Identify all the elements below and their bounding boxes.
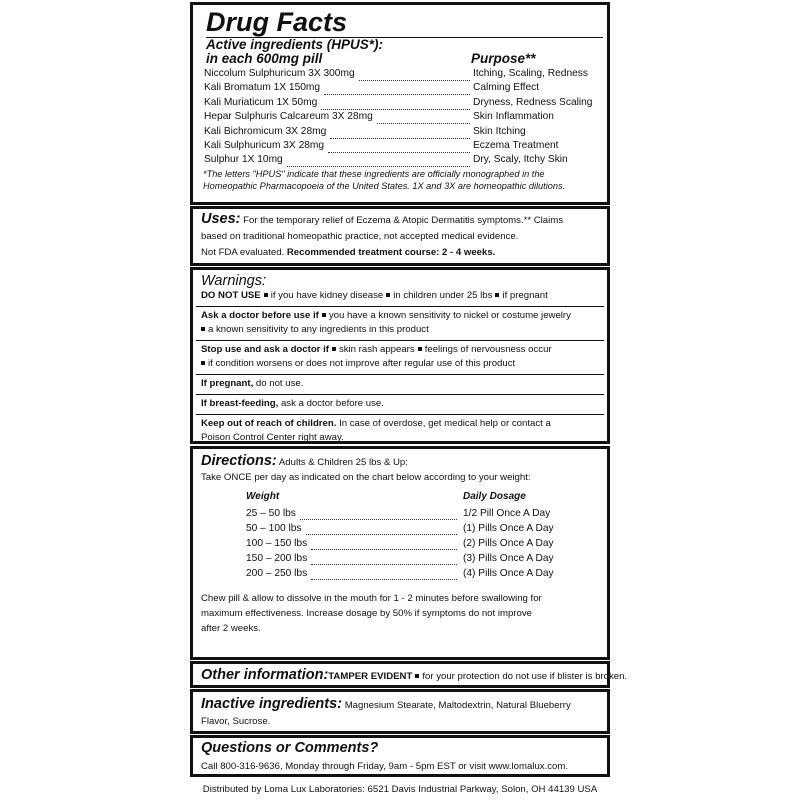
warning-item: if you have kidney disease — [270, 290, 384, 301]
stop-use-line — [201, 343, 599, 371]
footnote-line: Homeopathic Pharmacopoeia of the United States. 1X and 3X are homeopathic dilutions. — [203, 181, 566, 192]
ingredient-row — [201, 139, 599, 153]
ingredient-name: Sulphur 1X 10mg — [204, 154, 283, 166]
uses-line: For the temporary relief of Eczema & Atopic Dermatitis symptoms.** Claims — [243, 215, 564, 226]
ingredient-list — [201, 67, 599, 168]
uses-text — [201, 209, 599, 261]
ingredient-name: Kali Muriaticum 1X 50mg — [204, 96, 318, 108]
warnings-panel — [190, 267, 610, 444]
uses-line: based on traditional homeopathic practice, not accepted medical evidence. — [201, 231, 519, 242]
tamper-evident: TAMPER EVIDENT — [328, 671, 413, 682]
leader-dots — [311, 554, 457, 565]
warning-item: if condition worsens or does not improve after regular use of this product — [208, 358, 516, 369]
leader-dots — [300, 509, 457, 520]
weight-cell: 200 – 250 lbs — [246, 568, 308, 579]
weight-cell: 100 – 150 lbs — [246, 538, 308, 549]
uses-line: Not FDA evaluated. — [201, 247, 285, 258]
divider — [196, 306, 604, 307]
inactive-ingredients-panel — [190, 689, 610, 734]
inactive-line: Flavor, Sucrose. — [201, 716, 271, 727]
bullet — [322, 313, 326, 317]
dosage-table-header — [201, 491, 599, 506]
ingredient-purpose: Eczema Treatment — [473, 139, 559, 151]
directions-intro — [201, 449, 599, 485]
bullet — [418, 347, 422, 351]
directions-heading: Directions: — [201, 453, 277, 469]
inactive-ingredients-text — [201, 692, 599, 730]
dosage-cell: (1) Pills Once A Day — [463, 523, 554, 534]
warning-item: feelings of nervousness occur — [424, 344, 552, 355]
ingredient-purpose: Dryness, Redness Scaling — [473, 96, 593, 108]
dosage-cell: (2) Pills Once A Day — [463, 538, 554, 549]
bullet — [201, 361, 205, 365]
other-information-text: for your protection do not use if blister is broken. — [422, 671, 628, 682]
weight-cell: 50 – 100 lbs — [246, 523, 302, 534]
divider — [196, 340, 604, 341]
divider — [196, 394, 604, 395]
bullet — [201, 327, 205, 331]
leader-dots — [330, 128, 470, 139]
ingredient-name: Niccolum Sulphuricum 3X 300mg — [204, 68, 355, 79]
ingredient-purpose: Skin Itching — [473, 125, 526, 137]
leader-dots — [306, 524, 457, 535]
weight-cell: 150 – 200 lbs — [246, 553, 308, 564]
ingredient-name: Kali Sulphuricum 3X 28mg — [204, 139, 325, 151]
active-ingredients-heading — [201, 38, 599, 67]
active-heading-line1: Active ingredients (HPUS*): — [206, 37, 384, 52]
dosage-row — [201, 536, 599, 551]
other-information-panel — [190, 661, 628, 688]
chew-line: maximum effectiveness. Increase dosage by 50% if symptoms do not improve — [201, 608, 532, 619]
warning-item: skin rash appears — [338, 344, 415, 355]
warning-item: in children under 25 lbs — [393, 290, 493, 301]
active-ingredients-panel — [190, 2, 610, 205]
drug-facts-title: Drug Facts — [206, 5, 603, 38]
dosage-cell: 1/2 Pill Once A Day — [463, 508, 551, 519]
ingredient-purpose: Itching, Scaling, Redness — [473, 68, 588, 79]
ingredient-row — [201, 96, 599, 110]
weight-heading: Weight — [246, 491, 280, 502]
chew-line: after 2 weeks. — [201, 623, 261, 634]
distributor-footer: Distributed by Loma Lux Laboratories: 6521 Davis Industrial Parkway, Solon, OH 44139 USA — [202, 784, 598, 795]
ingredient-row — [201, 67, 599, 81]
ingredient-name: Hepar Sulphuris Calcareum 3X 28mg — [204, 111, 373, 123]
leader-dots — [328, 142, 470, 153]
bullet — [495, 293, 499, 297]
ingredient-name: Kali Bromatum 1X 150mg — [204, 82, 321, 94]
divider — [196, 374, 604, 375]
treatment-course: Recommended treatment course: 2 - 4 weeks. — [286, 247, 496, 258]
ingredient-name: Kali Bichromicum 3X 28mg — [204, 125, 327, 137]
warning-item: you have a known sensitivity to nickel or costume jewelry — [328, 310, 571, 321]
inactive-line: Magnesium Stearate, Maltodextrin, Natural Blueberry — [344, 700, 571, 711]
footnote-line: *The letters "HPUS" indicate that these ingredients are officially monographed in the — [203, 168, 545, 179]
dosage-cell: (4) Pills Once A Day — [463, 568, 554, 579]
do-not-use-line — [201, 289, 599, 303]
pregnant-label: If pregnant, — [201, 378, 254, 389]
ingredient-row — [201, 81, 599, 95]
leader-dots — [321, 99, 470, 110]
dosage-heading: Daily Dosage — [463, 491, 526, 502]
ingredient-purpose: Calming Effect — [473, 82, 540, 94]
keep-out-text: Poison Control Center right away. — [201, 432, 344, 443]
leader-dots — [324, 84, 470, 95]
active-heading-line2: in each 600mg pill — [206, 51, 323, 66]
directions-panel — [190, 446, 610, 660]
weight-cell: 25 – 50 lbs — [246, 508, 296, 519]
pregnant-line — [201, 377, 599, 391]
hpus-footnote — [201, 168, 599, 193]
uses-heading: Uses: — [201, 211, 241, 227]
stop-use-label: Stop use and ask a doctor if — [201, 344, 329, 355]
other-information-heading: Other information: — [201, 667, 329, 683]
warning-item: a known sensitivity to any ingredients in this product — [208, 324, 429, 335]
leader-dots — [311, 539, 457, 550]
do-not-use-label: DO NOT USE — [201, 290, 261, 301]
breast-feeding-label: If breast-feeding, — [201, 398, 279, 409]
purpose-heading: Purpose** — [471, 51, 536, 66]
breast-feeding-text: ask a doctor before use. — [280, 398, 384, 409]
dosage-row — [201, 566, 599, 581]
questions-panel — [190, 735, 610, 777]
bullet — [386, 293, 390, 297]
dosage-cell: (3) Pills Once A Day — [463, 553, 554, 564]
leader-dots — [287, 156, 470, 167]
keep-out-text: In case of overdose, get medical help or contact a — [339, 418, 551, 429]
uses-panel — [190, 206, 610, 266]
dosage-row — [201, 506, 599, 521]
dosage-row — [201, 521, 599, 536]
bullet — [332, 347, 336, 351]
chew-instructions — [201, 591, 599, 636]
dosage-table — [201, 506, 599, 581]
ask-doctor-label: Ask a doctor before use if — [201, 310, 319, 321]
dosage-row — [201, 551, 599, 566]
ingredient-purpose: Dry, Scaly, Itchy Skin — [473, 154, 568, 166]
leader-dots — [359, 70, 470, 81]
directions-intro-text: Adults & Children 25 lbs & Up: — [278, 457, 408, 468]
ingredient-purpose: Skin Inflammation — [473, 111, 554, 123]
leader-dots — [311, 569, 457, 580]
divider — [196, 414, 604, 415]
keep-out-line — [201, 417, 599, 445]
questions-contact: Call 800-316-9636, Monday through Friday, 9am - 5pm EST or visit www.lomalux.com. — [201, 761, 569, 772]
questions-heading: Questions or Comments? — [201, 740, 379, 756]
ingredient-row — [201, 110, 599, 124]
warnings-heading: Warnings: — [201, 273, 267, 289]
leader-dots — [377, 113, 470, 124]
ingredient-row — [201, 153, 599, 167]
keep-out-label: Keep out of reach of children. — [201, 418, 337, 429]
directions-line: Take ONCE per day as indicated on the chart below according to your weight: — [201, 472, 531, 483]
ask-doctor-line — [201, 309, 599, 337]
chew-line: Chew pill & allow to dissolve in the mouth for 1 - 2 minutes before swallowing for — [201, 593, 542, 604]
other-information-line — [201, 664, 628, 688]
warning-item: if pregnant — [502, 290, 548, 301]
inactive-ingredients-heading: Inactive ingredients: — [201, 696, 343, 712]
bullet — [415, 674, 419, 678]
breast-feeding-line — [201, 397, 599, 411]
bullet — [264, 293, 268, 297]
ingredient-row — [201, 125, 599, 139]
pregnant-text: do not use. — [255, 378, 304, 389]
